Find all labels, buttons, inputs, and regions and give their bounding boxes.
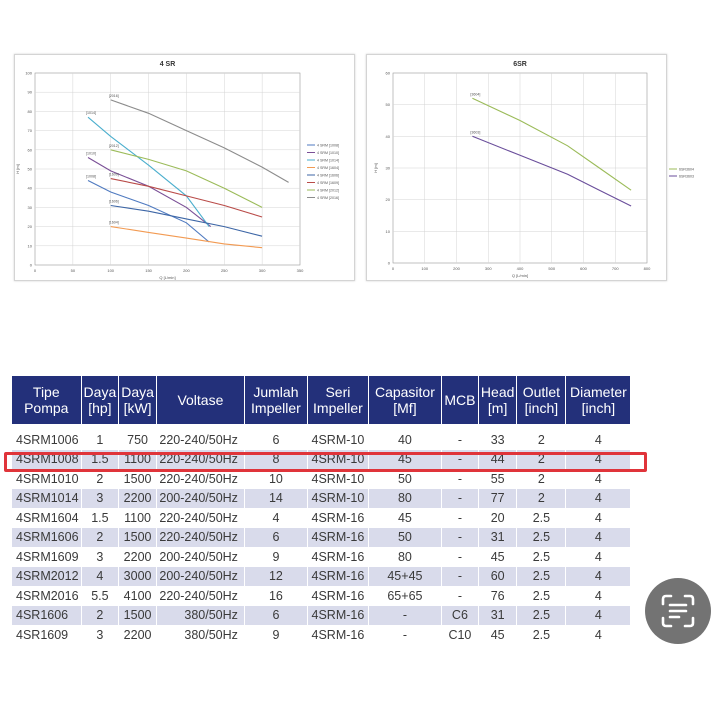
table-cell: C10 <box>441 625 478 645</box>
table-cell: 2 <box>81 606 119 626</box>
table-row <box>12 424 630 450</box>
table-cell: 1500 <box>119 528 157 548</box>
table-cell: 2 <box>517 424 566 450</box>
table-cell: 4SRM1604 <box>12 508 81 528</box>
table-cell: 77 <box>478 489 516 509</box>
column-header-unit: [inch] <box>581 400 616 416</box>
table-cell: 4SRM-16 <box>307 606 368 626</box>
y-tick-label: 20 <box>385 197 390 203</box>
table-cell: 4SRM1008 <box>12 450 81 470</box>
table-cell: 220-240/50Hz <box>156 450 244 470</box>
series-label: [1008] <box>86 174 96 179</box>
y-tick-label: 90 <box>27 89 32 95</box>
table-cell: 2 <box>517 469 566 489</box>
series-label: [1014] <box>86 111 96 116</box>
table-cell: 220-240/50Hz <box>156 469 244 489</box>
legend-label: 4 SRM [1606] <box>317 173 339 178</box>
table-cell: 80 <box>368 489 441 509</box>
table-cell: 50 <box>368 469 441 489</box>
y-tick-label: 40 <box>27 185 32 191</box>
table-cell: 200-240/50Hz <box>156 547 244 567</box>
table-cell: 4 <box>81 567 119 587</box>
y-tick-label: 70 <box>27 128 32 134</box>
column-header-line: Daya <box>121 384 154 400</box>
y-tick-label: 80 <box>27 108 32 114</box>
table-cell: 10 <box>244 469 307 489</box>
table-cell: C6 <box>441 606 478 626</box>
table-cell: 4SRM-16 <box>307 625 368 645</box>
column-header-line: Diameter <box>569 384 627 400</box>
table-cell: 220-240/50Hz <box>156 508 244 528</box>
legend-label: 4 SRM [1010] <box>317 150 339 155</box>
series-label: [2012] <box>108 143 119 148</box>
table-cell: 33 <box>478 424 516 450</box>
table-row <box>12 469 630 489</box>
table-cell: 4SRM2016 <box>12 586 81 606</box>
table-cell: 2.5 <box>517 625 566 645</box>
table-cell: 4SRM-10 <box>307 469 368 489</box>
table-cell: 3 <box>81 489 119 509</box>
table-cell: - <box>368 606 441 626</box>
table-row <box>12 508 630 528</box>
table-cell: 4SRM-16 <box>307 528 368 548</box>
y-tick-label: 60 <box>385 70 390 76</box>
table-cell: 1.5 <box>81 450 119 470</box>
table-cell: 4 <box>566 528 631 548</box>
x-axis-label: Q [L/min] <box>159 275 176 280</box>
legend-label: 4 SRM [1008] <box>317 143 339 148</box>
table-cell: 4SRM1010 <box>12 469 81 489</box>
table-cell: 2.5 <box>517 547 566 567</box>
column-header-line: Capasitor <box>374 384 435 400</box>
table-cell: 4SRM-10 <box>307 450 368 470</box>
legend-label: 6SR3604 <box>679 167 694 172</box>
spec-table-header <box>12 376 630 424</box>
series-label: [3604] <box>470 92 481 97</box>
table-cell: 2.5 <box>517 508 566 528</box>
x-tick-label: 350 <box>296 268 304 273</box>
y-tick-label: 100 <box>25 70 32 76</box>
table-cell: 4 <box>566 450 631 470</box>
column-header <box>156 376 244 424</box>
table-cell: 4 <box>566 547 631 567</box>
table-cell: - <box>441 489 478 509</box>
column-header-unit: [m] <box>487 400 508 416</box>
table-cell: 380/50Hz <box>156 625 244 645</box>
y-tick-label: 20 <box>27 224 32 230</box>
x-tick-label: 50 <box>70 268 76 273</box>
table-row <box>12 547 630 567</box>
table-cell: 40 <box>368 424 441 450</box>
table-cell: 4 <box>566 508 631 528</box>
x-axis-label: Q [L/min] <box>511 273 529 278</box>
table-cell: 45 <box>368 450 441 470</box>
table-cell: 4SR1606 <box>12 606 81 626</box>
table-cell: 4SRM1006 <box>12 424 81 450</box>
table-cell: 380/50Hz <box>156 606 244 626</box>
x-tick-label: 100 <box>421 266 429 271</box>
y-tick-label: 10 <box>27 243 32 249</box>
column-header-line: Voltase <box>177 392 224 408</box>
column-header-line: Outlet <box>522 384 561 400</box>
table-cell: 3 <box>81 547 119 567</box>
legend-label: 6SR3603 <box>679 174 694 179</box>
table-cell: 4SRM-10 <box>307 424 368 450</box>
x-tick-label: 600 <box>580 266 587 271</box>
table-cell: 2 <box>81 528 119 548</box>
legend-label: 4 SRM [1604] <box>317 165 339 170</box>
table-cell: 4SRM1606 <box>12 528 81 548</box>
column-header <box>478 376 516 424</box>
table-cell: 200-240/50Hz <box>156 567 244 587</box>
table-cell: 6 <box>244 424 307 450</box>
column-header-line: Tipe <box>32 384 60 400</box>
y-tick-label: 40 <box>385 133 390 139</box>
column-header <box>244 376 307 424</box>
table-cell: 80 <box>368 547 441 567</box>
table-cell: - <box>441 469 478 489</box>
x-tick-label: 400 <box>516 266 524 271</box>
column-header <box>517 376 566 424</box>
column-header-unit: [Mf] <box>393 400 417 416</box>
table-cell: - <box>441 424 478 450</box>
column-header <box>307 376 368 424</box>
chart-4sr <box>15 55 354 280</box>
spec-table <box>12 376 630 645</box>
y-tick-label: 10 <box>385 228 390 234</box>
table-cell: 45 <box>478 547 516 567</box>
table-cell: 5.5 <box>81 586 119 606</box>
series-label: [2016] <box>108 93 119 98</box>
x-tick-label: 800 <box>643 266 651 271</box>
table-cell: 9 <box>244 625 307 645</box>
table-cell: 65+65 <box>368 586 441 606</box>
table-cell: 60 <box>478 567 516 587</box>
chart-title: 6SR <box>513 61 527 68</box>
x-tick-label: 200 <box>183 268 190 273</box>
series-label: [3603] <box>470 130 481 135</box>
table-cell: 6 <box>244 606 307 626</box>
table-cell: 200-240/50Hz <box>156 489 244 509</box>
table-cell: 220-240/50Hz <box>156 424 244 450</box>
column-header-line: Head <box>480 384 515 400</box>
chart-panel-6sr <box>366 54 694 281</box>
x-tick-label: 300 <box>258 268 266 273</box>
column-header-line: Jumlah <box>253 384 299 400</box>
table-cell: 4 <box>566 469 631 489</box>
column-header-unit: Impeller <box>251 400 301 416</box>
table-cell: 4 <box>566 606 631 626</box>
table-cell: - <box>441 528 478 548</box>
table-cell: 4SRM-10 <box>307 489 368 509</box>
column-header-unit: [inch] <box>524 400 559 416</box>
column-header-unit: Impeller <box>313 400 363 416</box>
table-cell: 45 <box>478 625 516 645</box>
table-cell: 4 <box>566 567 631 587</box>
table-cell: 2.5 <box>517 567 566 587</box>
x-tick-label: 250 <box>220 268 228 273</box>
x-tick-label: 300 <box>484 266 492 271</box>
column-header <box>566 376 631 424</box>
table-cell: 4SRM2012 <box>12 567 81 587</box>
table-cell: 1100 <box>119 508 157 528</box>
y-tick-label: 30 <box>27 204 32 210</box>
legend-label: 4 SRM [2016] <box>317 195 339 200</box>
x-tick-label: 700 <box>611 266 619 271</box>
column-header <box>119 376 157 424</box>
table-cell: 220-240/50Hz <box>156 528 244 548</box>
series-label: [1010] <box>86 151 96 156</box>
table-cell: 1500 <box>119 606 157 626</box>
table-cell: 4SRM-16 <box>307 586 368 606</box>
table-cell: 4 <box>566 625 631 645</box>
table-cell: 4SRM1609 <box>12 547 81 567</box>
table-cell: 8 <box>244 450 307 470</box>
column-header-line: MCB <box>444 392 476 408</box>
table-cell: 3000 <box>119 567 157 587</box>
table-cell: 4 <box>566 489 631 509</box>
table-cell: 4 <box>566 424 631 450</box>
x-tick-label: 200 <box>453 266 460 271</box>
table-row <box>12 528 630 548</box>
legend-label: 4 SRM [2012] <box>317 188 339 193</box>
column-header-unit: [kW] <box>123 400 152 416</box>
table-row <box>12 586 630 606</box>
table-cell: 1100 <box>119 450 157 470</box>
spec-table-body <box>12 424 630 645</box>
table-cell: 76 <box>478 586 516 606</box>
table-cell: 4SR1609 <box>12 625 81 645</box>
column-header-line: Seri <box>325 384 351 400</box>
table-cell: 16 <box>244 586 307 606</box>
table-cell: 4SRM-16 <box>307 547 368 567</box>
table-cell: - <box>441 547 478 567</box>
chart-6sr <box>367 55 694 280</box>
table-cell: 4SRM-16 <box>307 508 368 528</box>
table-cell: 6 <box>244 528 307 548</box>
table-cell: 20 <box>478 508 516 528</box>
table-cell: 1500 <box>119 469 157 489</box>
y-tick-label: 50 <box>27 166 32 172</box>
table-cell: 4 <box>566 586 631 606</box>
table-row <box>12 567 630 587</box>
y-tick-label: 60 <box>27 147 32 153</box>
table-cell: 45+45 <box>368 567 441 587</box>
table-row <box>12 489 630 509</box>
text-scan-icon <box>659 592 697 630</box>
column-header <box>368 376 441 424</box>
table-cell: 4SRM-16 <box>307 567 368 587</box>
series-label: [1606] <box>108 199 119 204</box>
table-cell: 2200 <box>119 625 157 645</box>
table-cell: 4100 <box>119 586 157 606</box>
table-cell: 2 <box>517 489 566 509</box>
series-label: [1604] <box>108 220 119 225</box>
table-cell: - <box>441 450 478 470</box>
table-cell: 3 <box>81 625 119 645</box>
legend-label: 4 SRM [1014] <box>317 158 339 163</box>
table-row-highlighted <box>12 450 630 470</box>
table-cell: - <box>441 567 478 587</box>
y-axis-label: H [m] <box>373 163 378 173</box>
y-axis-label: H [m] <box>15 164 20 174</box>
y-tick-label: 50 <box>385 102 390 108</box>
table-cell: 2 <box>81 469 119 489</box>
table-cell: 2.5 <box>517 528 566 548</box>
y-tick-label: 30 <box>385 165 390 171</box>
table-cell: 9 <box>244 547 307 567</box>
table-cell: 2200 <box>119 547 157 567</box>
table-cell: 44 <box>478 450 516 470</box>
column-header <box>441 376 478 424</box>
column-header <box>12 376 81 424</box>
table-row <box>12 606 630 626</box>
table-cell: 14 <box>244 489 307 509</box>
table-cell: 2 <box>517 450 566 470</box>
table-cell: 220-240/50Hz <box>156 586 244 606</box>
table-cell: 12 <box>244 567 307 587</box>
table-cell: 55 <box>478 469 516 489</box>
column-header <box>81 376 119 424</box>
y-tick-label: 0 <box>387 260 390 266</box>
x-tick-label: 0 <box>33 268 37 273</box>
table-cell: - <box>368 625 441 645</box>
column-header-unit: Pompa <box>24 400 69 416</box>
table-cell: 4SRM1014 <box>12 489 81 509</box>
table-cell: 1.5 <box>81 508 119 528</box>
column-header-line: Daya <box>83 384 117 400</box>
x-tick-label: 500 <box>548 266 556 271</box>
table-cell: 2200 <box>119 489 157 509</box>
table-cell: 31 <box>478 528 516 548</box>
text-scan-button[interactable] <box>645 578 711 644</box>
table-cell: 4 <box>244 508 307 528</box>
table-cell: 750 <box>119 424 157 450</box>
chart-panel-4sr <box>14 54 355 281</box>
table-cell: - <box>441 586 478 606</box>
x-tick-label: 100 <box>107 268 115 273</box>
table-cell: 31 <box>478 606 516 626</box>
table-cell: - <box>441 508 478 528</box>
table-cell: 1 <box>81 424 119 450</box>
legend-label: 4 SRM [1609] <box>317 180 339 185</box>
x-tick-label: 0 <box>391 266 395 271</box>
series-label: [1609] <box>108 172 119 177</box>
x-tick-label: 150 <box>145 268 152 273</box>
table-cell: 50 <box>368 528 441 548</box>
table-row <box>12 625 630 645</box>
table-cell: 2.5 <box>517 606 566 626</box>
y-tick-label: 0 <box>29 262 32 268</box>
chart-title: 4 SR <box>159 61 176 68</box>
table-cell: 2.5 <box>517 586 566 606</box>
column-header-unit: [hp] <box>88 400 112 416</box>
table-cell: 45 <box>368 508 441 528</box>
